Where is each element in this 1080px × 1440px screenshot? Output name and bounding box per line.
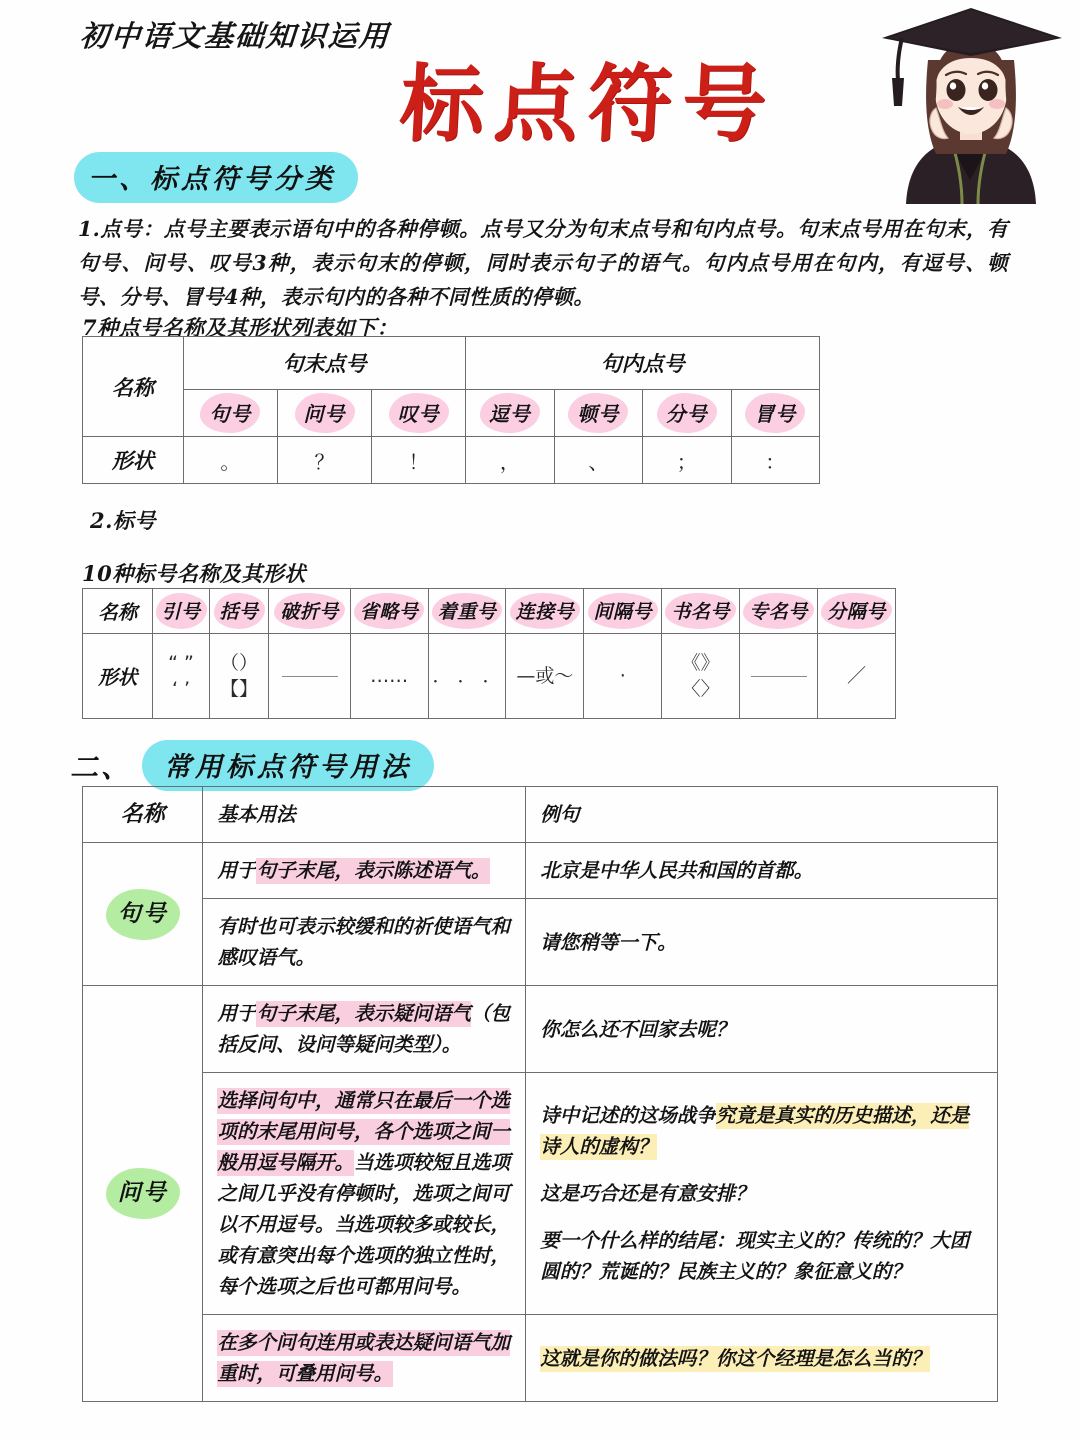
table-row [83, 634, 896, 719]
example-sentence: 你怎么还不回家去呢？ [540, 1017, 736, 1041]
table-2-caption: 10种标号名称及其形状 [82, 561, 306, 586]
usage-table [82, 786, 998, 1402]
table-2-name-9: 分隔号 [818, 589, 896, 634]
table-1-shape-0: 。 [183, 437, 277, 484]
table-1-shape-4: 、 [554, 437, 642, 484]
table-1-shape-5: ； [643, 437, 731, 484]
section-2-number: 二、 [70, 750, 133, 784]
table-1-name-2: 叹号 [372, 390, 466, 437]
table-2-row-label-shape: 形状 [83, 634, 153, 719]
table-2-shape-9: ／ [818, 634, 896, 719]
example-sentence: 这就是你的做法吗？你这个经理是怎么当的？ [540, 1346, 931, 1370]
page-title: 标点符号 [397, 54, 779, 153]
table-row [83, 986, 998, 1073]
table-row [83, 1073, 998, 1315]
usage-header-name: 名称 [83, 787, 203, 843]
usage-text-wenhao-1: 用于句子末尾，表示疑问语气（包括反问、设问等疑问类型）。 [203, 986, 526, 1073]
usage-example-wenhao-2 [526, 1073, 998, 1315]
table-row [83, 337, 820, 390]
section-heading-2 [70, 740, 434, 791]
table-2-name-2: 破折号 [269, 589, 350, 634]
table-2-name-8: 专名号 [740, 589, 818, 634]
usage-example-juhao-2 [526, 899, 998, 986]
usage-name-wenhao: 问号 [83, 986, 203, 1402]
book-title-double: 《》 [681, 652, 720, 674]
table-2-shape-4: ． ． ． [428, 634, 506, 719]
table-1-name-3: 逗号 [466, 390, 554, 437]
table-2-name-3: 省略号 [350, 589, 428, 634]
section-1-label: 标点符号分类 [150, 164, 336, 195]
table-row [83, 390, 820, 437]
table-row [83, 1315, 998, 1402]
quote-double: “ ” [168, 652, 194, 674]
table-row [83, 437, 820, 484]
em-dash-line-icon [282, 676, 338, 677]
table-2-row-label-name: 名称 [83, 589, 153, 634]
table-row [83, 899, 998, 986]
table-2-name-5: 连接号 [506, 589, 584, 634]
table-1-caption: 7种点号名称及其形状列表如下： [82, 315, 399, 340]
paren-lenticular: 【】 [220, 678, 259, 700]
table-1-name-5: 分号 [643, 390, 731, 437]
table-2-shape-7 [662, 634, 740, 719]
graduate-girl-illustration [866, 4, 1071, 204]
table-2-name-4: 着重号 [428, 589, 506, 634]
usage-text-juhao-2: 有时也可表示较缓和的祈使语气和感叹语气。 [203, 899, 526, 986]
example-sentence: 这是巧合还是有意安排？ [540, 1182, 755, 1205]
usage-header-usage: 基本用法 [203, 787, 526, 843]
book-title-single: 〈〉 [681, 678, 720, 700]
table-2-name-6: 间隔号 [584, 589, 662, 634]
table-1-row-label-shape: 形状 [83, 437, 184, 484]
table-row [83, 589, 896, 634]
proper-noun-line-icon [751, 676, 807, 677]
section-1-pill [74, 152, 358, 203]
table-1-group-sentence-end: 句末点号 [183, 337, 465, 390]
table-2-shape-6: · [584, 634, 662, 719]
table-1-name-4: 顿号 [554, 390, 642, 437]
usage-text-wenhao-2: 选择问句中，通常只在最后一个选项的末尾用问号，各个选项之间一般用逗号隔开。当选项较短且选项之间几乎没有停顿时，选项之间可以不用逗号。当选项较多或较长，或有意突出每个选项的独立性时，每个选项之后也可都用问号。 [203, 1073, 526, 1315]
table-1-shape-1: ？ [277, 437, 371, 484]
table-1-name-1: 问号 [277, 390, 371, 437]
usage-example-wenhao-1 [526, 986, 998, 1073]
subject-line: 初中语文基础知识运用 [78, 19, 392, 53]
table-1-group-sentence-inner: 句内点号 [466, 337, 820, 390]
table-1-row-label-name: 名称 [83, 337, 184, 437]
example-sentence: 北京是中华人民共和国的首都。 [540, 859, 814, 882]
table-row [83, 843, 998, 899]
section-1-paragraph-2: 2.标号 [90, 508, 156, 533]
example-sentence: 要一个什么样的结尾：现实主义的？传统的？大团圆的？荒诞的？民族主义的？象征意义的？ [540, 1229, 970, 1283]
usage-example-juhao-1 [526, 843, 998, 899]
dot-marks-table [82, 336, 820, 484]
table-1-shape-3: ， [466, 437, 554, 484]
table-2-shape-3: …… [350, 634, 428, 719]
example-sentence: 诗中记述的这场战争究竟是真实的历史描述，还是诗人的虚构？ [540, 1104, 970, 1158]
table-1-shape-2: ！ [372, 437, 466, 484]
usage-text-wenhao-3: 在多个问句连用或表达疑问语气加重时，可叠用问号。 [203, 1315, 526, 1402]
table-2-name-7: 书名号 [662, 589, 740, 634]
table-1-shape-6: ： [731, 437, 819, 484]
usage-header-example: 例句 [526, 787, 998, 843]
usage-name-juhao: 句号 [83, 843, 203, 986]
table-1-name-6: 冒号 [731, 390, 819, 437]
section-2-pill: 常用标点符号用法 [142, 740, 434, 791]
table-2-name-0: 引号 [153, 589, 209, 634]
section-heading-1 [74, 152, 358, 203]
table-2-name-1: 括号 [209, 589, 269, 634]
usage-text-juhao-1: 用于句子末尾，表示陈述语气。 [203, 843, 526, 899]
table-2-shape-0 [153, 634, 209, 719]
table-1-name-0: 句号 [183, 390, 277, 437]
example-sentence: 请您稍等一下。 [540, 930, 677, 954]
table-2-shape-2 [269, 634, 350, 719]
quote-single: ‘ ’ [171, 678, 191, 700]
table-header-row [83, 787, 998, 843]
table-2-shape-8 [740, 634, 818, 719]
sign-marks-table [82, 588, 896, 719]
table-2-shape-5: —或～ [506, 634, 584, 719]
usage-example-wenhao-3 [526, 1315, 998, 1402]
paren-round: （） [220, 652, 259, 674]
section-1-paragraph-1: 1.点号：点号主要表示语句中的各种停顿。点号又分为句末点号和句内点号。句末点号用在句末，有句号、问号、叹号3种，表示句末的停顿，同时表示句子的语气。句内点号用在句内，有逗号、顿号、分号、冒号4种，表示句内的各种不同性质的停顿。 [78, 217, 1008, 309]
section-1-number: 一、 [88, 164, 150, 195]
table-2-shape-1 [209, 634, 269, 719]
